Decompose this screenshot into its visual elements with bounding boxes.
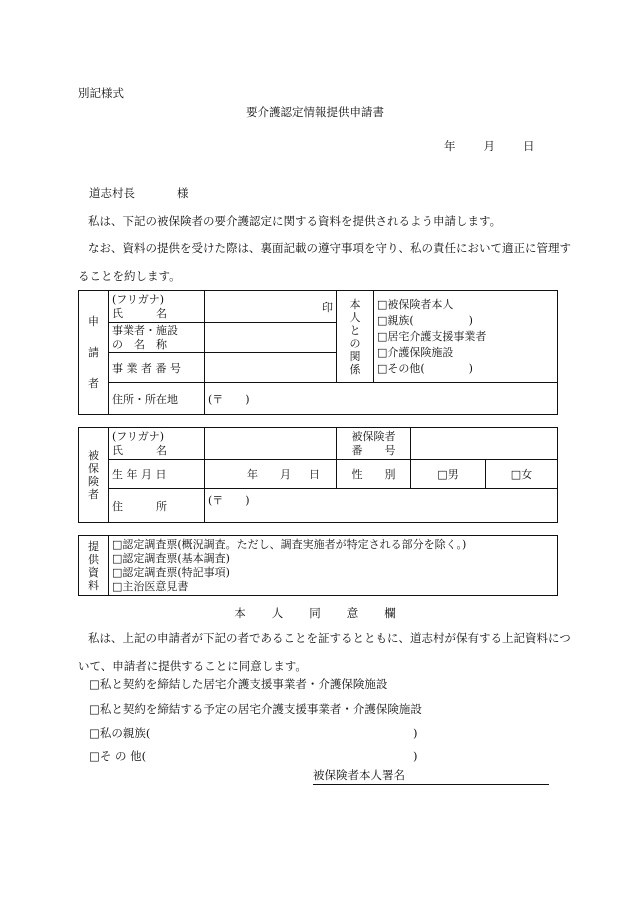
materials-section-label: 提 供 資 料 [79,536,109,596]
date-day: 日 [523,139,535,153]
relation-options [374,291,558,383]
signature-line[interactable] [313,770,549,785]
business-name-field[interactable] [205,323,337,353]
business-number-label: 事 業 者 番 号 [109,353,205,383]
dob-label: 生 年 月 日 [109,460,205,489]
material-survey-overview[interactable]: □認定調査票(概況調査。ただし、調査実施者が特定される部分を除く。) [112,537,467,551]
relation-option-facility[interactable]: □介護保険施設 [377,345,454,359]
insured-section-label: 被 保 険 者 [79,428,109,523]
material-doctor-opinion[interactable]: □主治医意見書 [112,579,189,593]
material-survey-notes[interactable]: □認定調査票(特記事項) [112,565,230,579]
addressee-name: 道志村長 [89,186,135,200]
consent-option-other[interactable]: □そ の 他( [89,749,147,763]
dob-field[interactable]: 年 月 日 [205,460,337,489]
applicant-address-field[interactable] [205,383,558,415]
intro-paragraph-2: なお、資料の提供を受けた際は、裏面記載の遵守事項を守り、私の責任において適正に管理することを約します。 [78,241,571,283]
document-title: 要介護認定情報提供申請書 [246,105,384,119]
consent-family-paren: ) [413,726,418,740]
postal-mark: (〒 ) [208,392,250,406]
consent-text: 私は、上記の申請者が下記の者であることを証するとともに、道志村が保有する上記資料について、申請者に提供することに同意します。 [78,631,571,673]
applicant-name-label: (フリガナ) 氏 名 [109,291,205,323]
applicant-address-label: 住所・所在地 [109,383,205,415]
insured-address-label: 住 所 [109,489,205,523]
seal-mark: 印 [322,300,333,314]
consent-option-contracted[interactable]: □私と契約を締結した居宅介護支援事業者・介護保険施設 [89,677,388,691]
date-year: 年 [444,139,456,153]
relation-option-care-manager[interactable]: □居宅介護支援事業者 [377,329,487,343]
insured-address-field[interactable] [205,489,558,523]
signature-label: 被保険者本人署名 [313,768,405,782]
relation-option-other[interactable]: □その他( ) [377,361,473,375]
sex-option-female[interactable]: □女 [486,460,558,489]
insured-name-label: (フリガナ) 氏 名 [109,428,205,460]
consent-option-to-contract[interactable]: □私と契約を締結する予定の居宅介護支援事業者・介護保険施設 [89,702,422,716]
consent-other-paren: ) [413,749,418,763]
intro-paragraph-1: 私は、下記の被保険者の要介護認定に関する資料を提供されるよう申請します。 [88,214,502,228]
addressee [89,188,189,200]
materials-table [78,535,558,596]
material-survey-basic[interactable]: □認定調査票(基本調査) [112,551,230,565]
form-type-label: 別記様式 [78,86,124,100]
consent-option-family[interactable]: □私の親族( [89,726,151,740]
insured-number-field[interactable] [411,428,558,460]
insured-table [78,427,558,523]
business-number-field[interactable] [205,353,337,383]
relation-label: 本 人 と の 関 係 [337,291,374,383]
business-name-label: 事業者・施設 の 名 称 [109,323,205,353]
relation-option-family[interactable]: □親族( ) [377,313,473,327]
postal-mark: (〒 ) [208,494,250,507]
date-line [444,141,535,153]
insured-number-label: 被保険者 番 号 [337,428,411,460]
addressee-honorific: 様 [177,186,189,200]
insured-name-field[interactable] [205,428,337,460]
sex-option-male[interactable]: □男 [411,460,486,489]
consent-title: 本 人 同 意 欄 [234,606,396,620]
relation-option-self[interactable]: □被保険者本人 [377,297,454,311]
applicant-table [78,290,558,415]
applicant-name-field[interactable] [205,291,337,323]
materials-list [109,536,558,596]
sex-label: 性 別 [337,460,411,489]
date-month: 月 [483,139,495,153]
applicant-section-label: 申 請 者 [79,291,109,415]
